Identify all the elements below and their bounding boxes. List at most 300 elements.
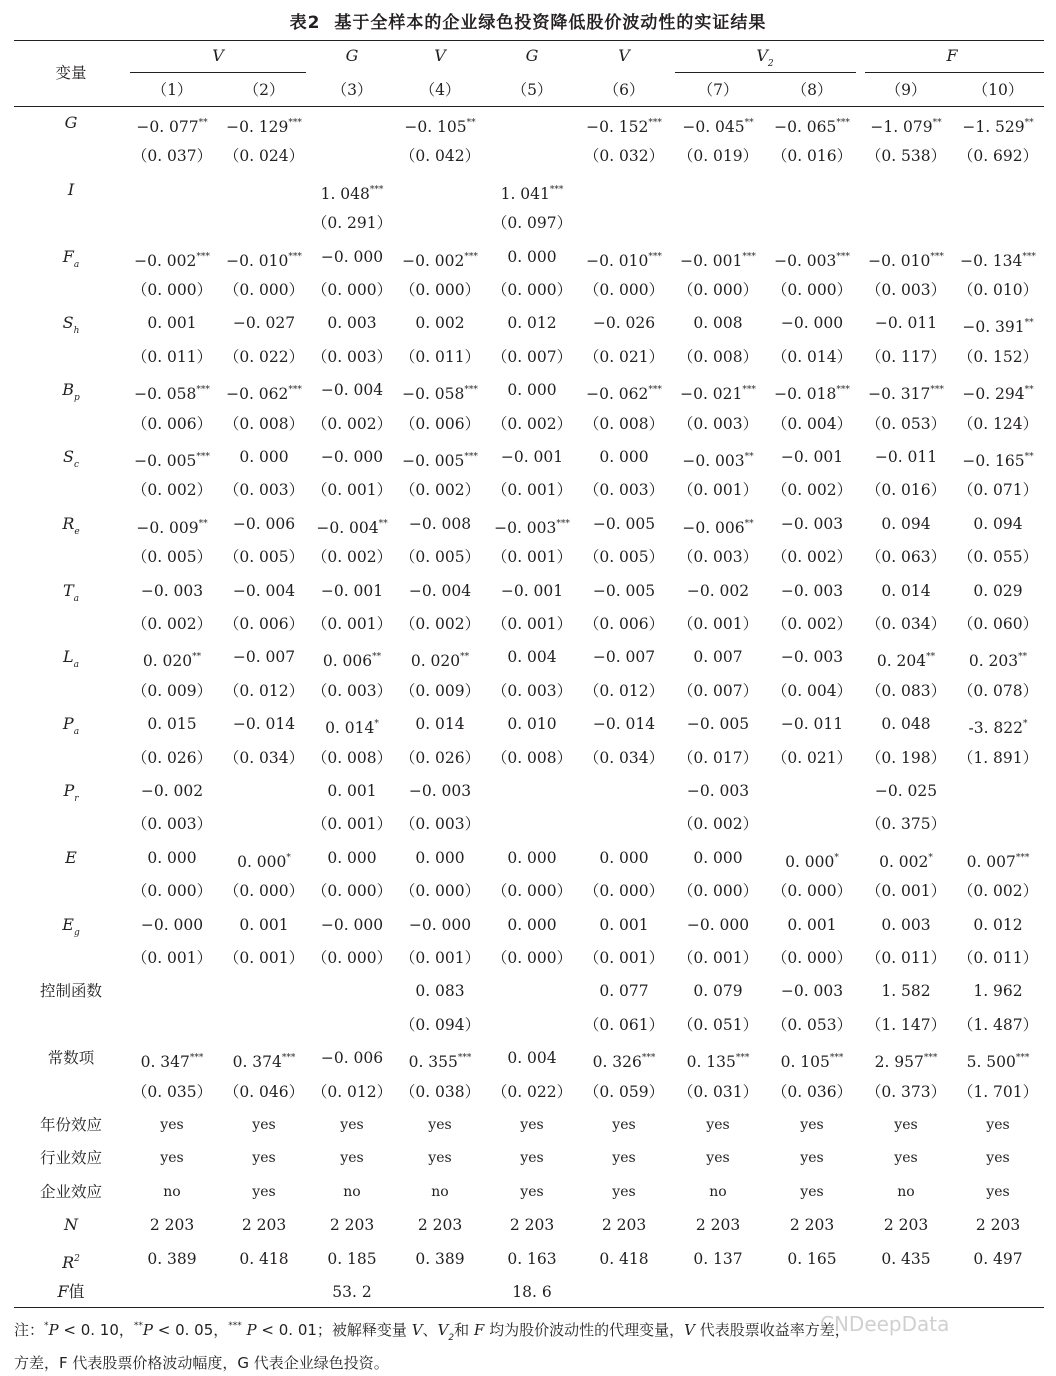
se-cell: （0. 031） xyxy=(677,1082,759,1101)
coef-cell: −0. 005 xyxy=(592,581,656,600)
coef-cell: −0. 001 xyxy=(500,581,564,600)
column-number: （5） xyxy=(511,81,553,99)
se-cell: （0. 071） xyxy=(957,481,1039,500)
coef-cell: −0. 003 xyxy=(780,648,844,667)
se-cell: （0. 000） xyxy=(677,882,759,901)
coef-cell: −0. 014 xyxy=(232,715,296,734)
coef-cell: −0. 007 xyxy=(592,648,656,667)
row-label: $T_a$ xyxy=(62,580,80,604)
coef-cell: 0. 374*** xyxy=(232,1053,296,1072)
coef-cell: 0. 000 xyxy=(239,448,289,466)
se-cell: （0. 009） xyxy=(131,681,213,700)
coef-cell: 2. 957*** xyxy=(874,1053,938,1072)
coef-cell: −0. 065*** xyxy=(774,118,850,136)
coef-cell: −0. 011 xyxy=(874,448,938,466)
se-cell: （0. 005） xyxy=(399,548,481,567)
stat-value: 2 203 xyxy=(509,1216,555,1235)
se-cell: （0. 002） xyxy=(771,548,853,567)
column-number: （7） xyxy=(697,81,739,99)
se-cell: （0. 001） xyxy=(583,949,665,967)
se-cell: （0. 291） xyxy=(311,214,393,233)
coef-cell: 0. 000 xyxy=(507,381,557,400)
se-cell: （0. 692） xyxy=(957,147,1039,166)
se-cell: （0. 001） xyxy=(399,949,481,967)
coef-cell: −0. 058*** xyxy=(402,385,478,404)
se-cell: （0. 001） xyxy=(311,481,393,500)
coef-cell: 1. 048*** xyxy=(320,184,384,203)
coef-cell: 0. 204** xyxy=(876,652,936,671)
coef-cell: −0. 005*** xyxy=(134,452,210,470)
se-cell: （0. 152） xyxy=(957,347,1039,366)
row-label: $L_a$ xyxy=(63,647,79,671)
stat-value: 0. 497 xyxy=(973,1249,1023,1268)
coef-cell: 0. 012 xyxy=(973,915,1023,934)
header-variable-label: 变量 xyxy=(55,64,87,82)
se-cell: （0. 000） xyxy=(583,882,665,901)
se-cell: （0. 059） xyxy=(583,1082,665,1101)
effect-value: yes xyxy=(612,1117,636,1133)
se-cell: （0. 011） xyxy=(399,347,481,366)
effect-value: yes xyxy=(340,1150,364,1167)
se-cell: （0. 003） xyxy=(865,281,947,299)
effect-value: no xyxy=(897,1183,915,1200)
se-cell: （0. 003） xyxy=(583,481,665,500)
coef-cell: −0. 000 xyxy=(408,915,472,934)
se-cell: （0. 001） xyxy=(223,949,305,967)
se-cell: （0. 012） xyxy=(311,1082,393,1101)
coef-cell: −0. 006 xyxy=(320,1049,384,1068)
coef-cell: −0. 011 xyxy=(874,314,938,333)
se-cell: （0. 034） xyxy=(583,748,665,767)
effect-value: yes xyxy=(520,1183,544,1200)
coef-cell: −0. 007 xyxy=(232,648,296,667)
se-cell: （1. 487） xyxy=(957,1015,1039,1034)
se-cell: （0. 124） xyxy=(957,414,1039,433)
table-number: 表2 xyxy=(289,13,321,33)
stat-label: F值 xyxy=(57,1282,85,1301)
coef-cell: −0. 165** xyxy=(962,452,1034,470)
se-cell: （0. 003） xyxy=(223,481,305,500)
se-cell: （0. 053） xyxy=(771,1015,853,1034)
stat-value: 0. 165 xyxy=(787,1249,837,1268)
coef-cell: −0. 001 xyxy=(780,448,844,466)
se-cell: （0. 055） xyxy=(957,548,1039,567)
column-number: （3） xyxy=(331,81,373,99)
se-cell: （0. 004） xyxy=(771,414,853,433)
coef-cell: −0. 001 xyxy=(500,448,564,466)
effect-value: yes xyxy=(986,1117,1010,1133)
se-cell: （0. 538） xyxy=(865,147,947,166)
se-cell: （0. 003） xyxy=(677,548,759,567)
coef-cell: −0. 000 xyxy=(140,915,204,934)
se-cell: （0. 006） xyxy=(131,414,213,433)
se-cell: （0. 000） xyxy=(771,882,853,901)
stat-value: 18. 6 xyxy=(512,1283,552,1301)
stat-value: 0. 435 xyxy=(881,1249,931,1268)
se-cell: （0. 000） xyxy=(131,882,213,901)
coef-cell: 0. 001 xyxy=(787,915,837,934)
row-label: $S_h$ xyxy=(62,313,80,337)
effect-value: yes xyxy=(160,1117,184,1133)
se-cell: （0. 003） xyxy=(399,815,481,834)
se-cell: （0. 002） xyxy=(311,548,393,567)
se-cell: （0. 017） xyxy=(677,748,759,767)
note-line-1: 注：*P < 0. 10，**P < 0. 05，*** P < 0. 01；被解释变量 V、$V_2$和 F 均为股价波动性的代理变量，V 代表股票收益率方差， xyxy=(14,1321,850,1343)
coef-cell: −1. 529** xyxy=(962,118,1034,136)
column-number: （4） xyxy=(419,81,461,99)
se-cell: （0. 002） xyxy=(491,414,573,433)
row-label: 控制函数 xyxy=(39,982,103,1001)
top-rule xyxy=(14,40,1044,41)
se-cell: （0. 008） xyxy=(491,748,573,767)
coef-cell: 0. 015 xyxy=(147,715,197,734)
column-number: （10） xyxy=(972,81,1024,99)
coef-cell: −0. 004** xyxy=(316,518,388,537)
column-number: （9） xyxy=(885,81,927,99)
coef-cell: −0. 062*** xyxy=(586,385,662,404)
effect-value: yes xyxy=(252,1183,276,1200)
coef-cell: 1. 962 xyxy=(973,982,1023,1001)
se-cell: （0. 008） xyxy=(311,748,393,767)
table-caption xyxy=(0,8,1056,33)
header-group-2: V xyxy=(434,46,446,65)
se-cell: （0. 051） xyxy=(677,1015,759,1034)
row-label: $F_a$ xyxy=(62,246,80,270)
row-label: $E_g$ xyxy=(62,914,80,938)
coef-cell: 0. 079 xyxy=(693,982,743,1001)
coef-cell: 0. 029 xyxy=(973,581,1023,600)
se-cell: （0. 022） xyxy=(223,347,305,366)
coef-cell: 0. 326*** xyxy=(592,1053,656,1072)
row-label: E xyxy=(65,847,77,867)
se-cell: （0. 008） xyxy=(583,414,665,433)
stat-value: 0. 418 xyxy=(239,1249,289,1268)
se-cell: （0. 008） xyxy=(677,347,759,366)
se-cell: （0. 026） xyxy=(131,748,213,767)
coef-cell: 0. 004 xyxy=(507,1049,557,1068)
coef-cell: 0. 000* xyxy=(785,852,839,871)
se-cell: （0. 011） xyxy=(957,949,1039,967)
stat-value: 2 203 xyxy=(695,1216,741,1235)
se-cell: （0. 001） xyxy=(491,548,573,567)
se-cell: （0. 002） xyxy=(131,615,213,633)
se-cell: （0. 003） xyxy=(491,681,573,700)
coef-cell: 0. 135*** xyxy=(686,1053,750,1072)
column-number: （2） xyxy=(243,81,285,99)
se-cell: （0. 037） xyxy=(131,147,213,166)
row-label: $P_a$ xyxy=(62,714,80,738)
se-cell: （0. 003） xyxy=(311,347,393,366)
coef-cell: −0. 004 xyxy=(408,581,472,600)
coef-cell: 0. 000 xyxy=(327,848,377,867)
column-number: （6） xyxy=(603,81,645,99)
se-cell: （0. 002） xyxy=(399,615,481,633)
se-cell: （0. 001） xyxy=(311,815,393,834)
stat-value: 0. 389 xyxy=(415,1249,465,1268)
header-rule xyxy=(14,106,1044,107)
effect-value: no xyxy=(343,1183,361,1200)
coef-cell: 0. 105*** xyxy=(780,1053,844,1072)
stat-value: 0. 137 xyxy=(693,1249,743,1268)
se-cell: （0. 001） xyxy=(677,949,759,967)
coef-cell: 0. 014 xyxy=(881,581,931,600)
header-group-4: V xyxy=(618,46,630,65)
coef-cell: 0. 083 xyxy=(415,982,465,1001)
coef-cell: 0. 000* xyxy=(237,852,291,871)
header-group-1: G xyxy=(345,46,359,65)
coef-cell: −0. 003 xyxy=(140,581,204,600)
coef-cell: −0. 002*** xyxy=(134,251,210,270)
stat-label: $R^2$ xyxy=(62,1252,80,1272)
header-group-3: G xyxy=(525,46,539,65)
se-cell: （0. 000） xyxy=(583,281,665,299)
effect-value: yes xyxy=(800,1117,824,1133)
coef-cell: -3. 822* xyxy=(968,719,1028,738)
coef-cell: 0. 020** xyxy=(410,652,470,671)
se-cell: （0. 034） xyxy=(223,748,305,767)
effect-value: yes xyxy=(706,1117,730,1133)
se-cell: （0. 000） xyxy=(491,882,573,901)
se-cell: （0. 053） xyxy=(865,414,947,433)
effect-value: yes xyxy=(706,1150,730,1167)
stat-value: 53. 2 xyxy=(332,1283,372,1301)
effect-value: yes xyxy=(520,1150,544,1167)
se-cell: （0. 000） xyxy=(223,281,305,299)
se-cell: （0. 016） xyxy=(865,481,947,500)
coef-cell: 0. 000 xyxy=(599,448,649,466)
coef-cell: 0. 014* xyxy=(325,719,379,738)
row-label: I xyxy=(67,179,75,199)
se-cell: （0. 007） xyxy=(491,347,573,366)
coef-cell: −0. 317*** xyxy=(868,385,944,404)
coef-cell: 0. 000 xyxy=(507,915,557,934)
coef-cell: −0. 003*** xyxy=(774,251,850,270)
stat-label: N xyxy=(64,1215,78,1235)
effect-value: yes xyxy=(428,1117,452,1133)
se-cell: （0. 001） xyxy=(491,615,573,633)
se-cell: （0. 021） xyxy=(771,748,853,767)
bottom-rule xyxy=(14,1307,1044,1308)
stat-value: 0. 418 xyxy=(599,1249,649,1268)
coef-cell: −0. 294** xyxy=(962,385,1034,404)
se-cell: （0. 060） xyxy=(957,615,1039,633)
se-cell: （0. 002） xyxy=(677,815,759,834)
se-cell: （0. 375） xyxy=(865,815,947,834)
coef-cell: 0. 203** xyxy=(968,652,1028,671)
coef-cell: −0. 105** xyxy=(404,118,476,136)
coef-cell: −0. 005 xyxy=(592,514,656,533)
coef-cell: −0. 008 xyxy=(408,514,472,533)
se-cell: （0. 005） xyxy=(131,548,213,567)
stat-value: 2 203 xyxy=(417,1216,463,1235)
coef-cell: −0. 010*** xyxy=(868,251,944,270)
se-cell: （0. 000） xyxy=(399,281,481,299)
effect-value: no xyxy=(709,1183,727,1200)
coef-cell: 0. 002* xyxy=(879,852,933,871)
se-cell: （0. 000） xyxy=(131,281,213,299)
se-cell: （0. 011） xyxy=(865,949,947,967)
se-cell: （0. 003） xyxy=(677,414,759,433)
se-cell: （0. 002） xyxy=(311,414,393,433)
stat-value: 2 203 xyxy=(329,1216,375,1235)
coef-cell: −0. 000 xyxy=(780,314,844,333)
se-cell: （0. 083） xyxy=(865,681,947,700)
se-cell: （0. 014） xyxy=(771,347,853,366)
se-cell: （0. 002） xyxy=(771,615,853,633)
coef-cell: 0. 006** xyxy=(322,652,382,671)
coef-cell: −0. 000 xyxy=(320,247,384,266)
se-cell: （1. 147） xyxy=(865,1015,947,1034)
se-cell: （0. 002） xyxy=(131,481,213,500)
effect-value: yes xyxy=(894,1117,918,1133)
coef-cell: −0. 045** xyxy=(682,118,754,136)
coef-cell: −0. 026 xyxy=(592,314,656,333)
coef-cell: 0. 007 xyxy=(693,648,743,667)
se-cell: （0. 005） xyxy=(583,548,665,567)
se-cell: （0. 001） xyxy=(311,615,393,633)
se-cell: （0. 004） xyxy=(771,681,853,700)
effect-value: yes xyxy=(340,1117,364,1133)
coef-cell: 0. 355*** xyxy=(408,1053,472,1072)
coef-cell: 5. 500*** xyxy=(966,1053,1030,1072)
row-label: G xyxy=(64,113,78,132)
coef-cell: −1. 079** xyxy=(870,118,942,136)
stat-value: 0. 185 xyxy=(327,1249,377,1268)
coef-cell: 0. 000 xyxy=(693,848,743,867)
se-cell: （0. 001） xyxy=(131,949,213,967)
coef-cell: 0. 347*** xyxy=(140,1053,204,1072)
se-cell: （0. 006） xyxy=(399,414,481,433)
coef-cell: −0. 006 xyxy=(232,514,296,533)
coef-cell: 0. 012 xyxy=(507,314,557,333)
stat-value: 2 203 xyxy=(975,1216,1021,1235)
header-group-0: V xyxy=(212,46,224,65)
coef-cell: −0. 077** xyxy=(136,118,208,136)
group-rule-2 xyxy=(865,72,1044,73)
coef-cell: 1. 582 xyxy=(881,982,931,1001)
se-cell: （0. 063） xyxy=(865,548,947,567)
se-cell: （0. 198） xyxy=(865,748,947,767)
se-cell: （0. 006） xyxy=(583,615,665,633)
coef-cell: 0. 048 xyxy=(881,715,931,734)
se-cell: （0. 012） xyxy=(583,681,665,700)
stat-value: 2 203 xyxy=(883,1216,929,1235)
se-cell: （0. 000） xyxy=(311,949,393,967)
se-cell: （0. 006） xyxy=(223,615,305,633)
coef-cell: 0. 002 xyxy=(415,314,465,333)
se-cell: （0. 117） xyxy=(865,347,947,366)
effect-value: yes xyxy=(986,1150,1010,1167)
effect-value: no xyxy=(163,1183,181,1200)
se-cell: （0. 002） xyxy=(771,481,853,500)
se-cell: （0. 000） xyxy=(311,882,393,901)
coef-cell: 0. 000 xyxy=(147,848,197,867)
column-number: （1） xyxy=(151,81,193,99)
se-cell: （0. 061） xyxy=(583,1015,665,1034)
se-cell: （0. 002） xyxy=(399,481,481,500)
coef-cell: 0. 001 xyxy=(327,782,377,800)
coef-cell: −0. 002 xyxy=(686,581,750,600)
coef-cell: 0. 001 xyxy=(599,915,649,934)
effect-value: yes xyxy=(612,1183,636,1200)
stat-value: 2 203 xyxy=(241,1216,287,1235)
effect-value: yes xyxy=(252,1117,276,1133)
coef-cell: −0. 000 xyxy=(686,915,750,934)
coef-cell: −0. 003 xyxy=(408,782,472,800)
se-cell: （0. 000） xyxy=(771,949,853,967)
se-cell: （0. 001） xyxy=(677,615,759,633)
effect-value: yes xyxy=(160,1150,184,1167)
se-cell: （0. 035） xyxy=(131,1082,213,1101)
se-cell: （0. 021） xyxy=(583,347,665,366)
se-cell: （0. 003） xyxy=(311,681,393,700)
se-cell: （0. 000） xyxy=(677,281,759,299)
row-label: $S_c$ xyxy=(62,447,80,470)
coef-cell: 0. 003 xyxy=(327,314,377,333)
group-rule-0 xyxy=(130,72,306,73)
coef-cell: −0. 025 xyxy=(874,782,938,800)
coef-cell: −0. 391** xyxy=(962,318,1034,337)
coef-cell: −0. 006** xyxy=(682,518,754,537)
coef-cell: 0. 094 xyxy=(881,514,931,533)
coef-cell: −0. 058*** xyxy=(134,385,210,404)
se-cell: （0. 000） xyxy=(771,281,853,299)
se-cell: （0. 024） xyxy=(223,147,305,166)
se-cell: （0. 026） xyxy=(399,748,481,767)
coef-cell: −0. 004 xyxy=(320,381,384,400)
se-cell: （0. 000） xyxy=(311,281,393,299)
se-cell: （1. 891） xyxy=(957,748,1039,767)
se-cell: （0. 001） xyxy=(677,481,759,500)
se-cell: （0. 009） xyxy=(399,681,481,700)
se-cell: （0. 042） xyxy=(399,147,481,166)
coef-cell: 0. 001 xyxy=(147,314,197,333)
coef-cell: −0. 002 xyxy=(140,782,204,800)
coef-cell: −0. 003 xyxy=(780,982,844,1001)
coef-cell: −0. 000 xyxy=(320,448,384,466)
coef-cell: −0. 011 xyxy=(780,715,844,734)
coef-cell: 0. 000 xyxy=(507,848,557,867)
se-cell: （0. 034） xyxy=(865,615,947,633)
effect-value: yes xyxy=(894,1150,918,1167)
coef-cell: 0. 000 xyxy=(599,848,649,867)
coef-cell: −0. 003 xyxy=(780,581,844,600)
coef-cell: 0. 008 xyxy=(693,314,743,333)
coef-cell: 0. 094 xyxy=(973,514,1023,533)
coef-cell: −0. 021*** xyxy=(680,385,756,404)
se-cell: （1. 701） xyxy=(957,1082,1039,1101)
coef-cell: −0. 129*** xyxy=(226,118,302,136)
coef-cell: 0. 003 xyxy=(881,915,931,934)
se-cell: （0. 094） xyxy=(399,1015,481,1034)
se-cell: （0. 019） xyxy=(677,147,759,166)
coef-cell: −0. 005*** xyxy=(402,452,478,470)
se-cell: （0. 005） xyxy=(223,548,305,567)
effect-value: yes xyxy=(612,1150,636,1167)
coef-cell: 0. 020** xyxy=(142,652,202,671)
watermark: CNDeepData xyxy=(820,1312,950,1336)
se-cell: （0. 016） xyxy=(771,147,853,166)
se-cell: （0. 032） xyxy=(583,147,665,166)
effect-value: yes xyxy=(428,1150,452,1167)
effect-label: 年份效应 xyxy=(39,1116,103,1134)
coef-cell: 0. 010 xyxy=(507,715,557,734)
coef-cell: 0. 077 xyxy=(599,982,649,1001)
coef-cell: −0. 014 xyxy=(592,715,656,734)
coef-cell: −0. 003 xyxy=(780,514,844,533)
coef-cell: −0. 002*** xyxy=(402,251,478,270)
se-cell: （0. 038） xyxy=(399,1082,481,1101)
